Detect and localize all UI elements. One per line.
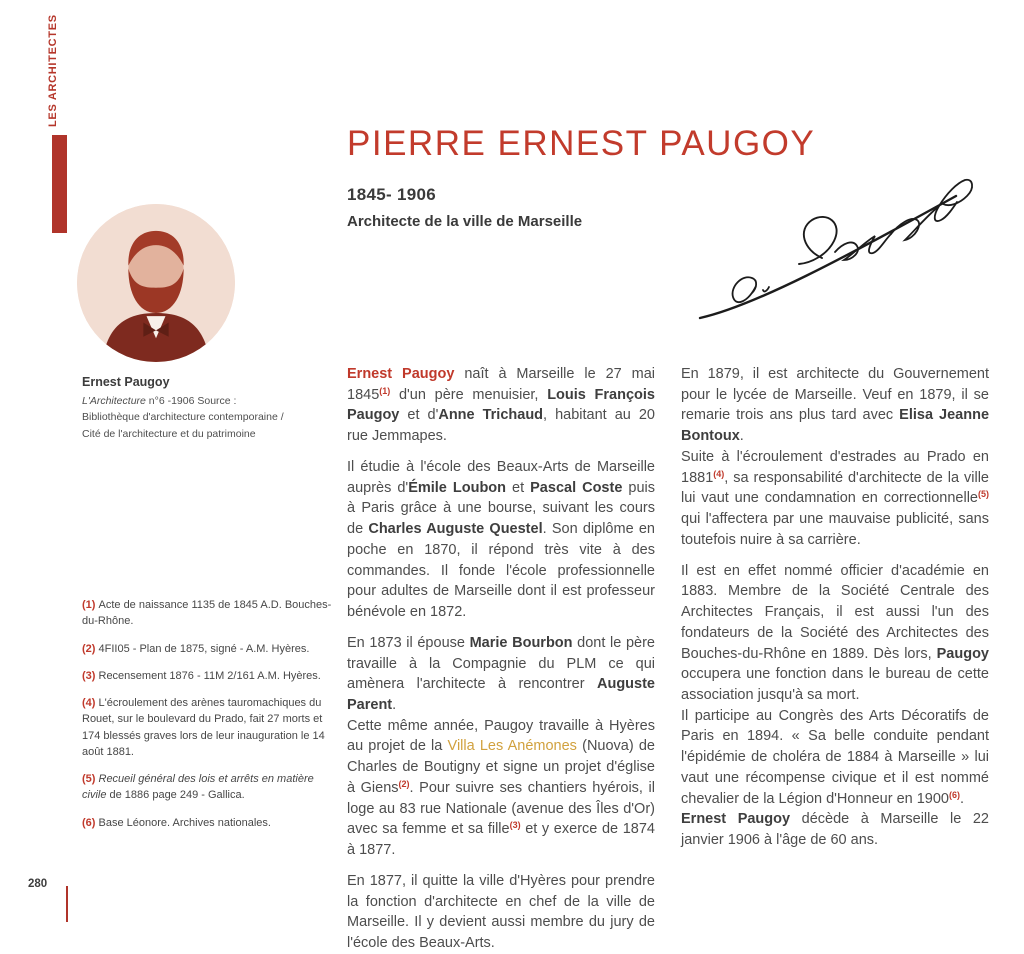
chapter-vertical-label: LES ARCHITECTES bbox=[47, 14, 59, 127]
page-title: PIERRE ERNEST PAUGOY bbox=[347, 124, 816, 163]
signature-image bbox=[694, 166, 994, 331]
portrait-caption-name: Ernest Paugoy bbox=[82, 375, 170, 389]
paragraph: Il est en effet nommé officier d'académie en 1883. Membre de la Société Centrale des Architectes Français, il est aussi l'un des fondateurs de la Société des Architectes des Bouches-du-Rhône en 1889. Dès lors, Paugoy occupera une fonction dans le bureau de cette association jusqu'à sa mort. bbox=[681, 562, 989, 704]
footer-rule bbox=[66, 886, 68, 922]
portrait-caption-source: L'Architecture n°6 -1906 Source : Bibliothèque d'architecture contemporaine / Cité de l'architecture et du patrimoine bbox=[82, 395, 284, 440]
paragraph: Ernest Paugoy naît à Marseille le 27 mai 1845$^{(1)}$ d'un père menuisier, Louis François Paugoy et d'Anne Trichaud, habitant au 20 rue Jemmapes. bbox=[347, 366, 655, 445]
signature-strokes bbox=[694, 166, 994, 331]
portrait-illustration bbox=[77, 204, 235, 362]
chapter-red-bar bbox=[52, 135, 67, 233]
paragraph: Ernest Paugoy décède à Marseille le 22 janvier 1906 à l'âge de 60 ans. bbox=[681, 811, 989, 849]
portrait-photo bbox=[77, 204, 235, 362]
footnote-6: (6) Base Léonore. Archives nationales. bbox=[82, 816, 271, 829]
footnote-1: (1) Acte de naissance 1135 de 1845 A.D. Bouches-du-Rhône. bbox=[82, 599, 332, 628]
portrait-caption bbox=[82, 375, 287, 442]
profession-subtitle: Architecte de la ville de Marseille bbox=[347, 213, 583, 230]
paragraph: En 1877, il quitte la ville d'Hyères pour prendre la fonction d'architecte en chef de la ville de Marseille. Il y devient aussi membre du jury de l'école des Beaux-Arts. bbox=[347, 872, 655, 952]
footnotes-list bbox=[82, 597, 336, 842]
body-column-2 bbox=[681, 364, 989, 954]
footnote-5: (5) Recueil général des lois et arrêts en matière civile de 1886 page 249 - Gallica. bbox=[82, 773, 314, 802]
paragraph: Il participe au Congrès des Arts Décoratifs de Paris en 1894. « Sa belle conduite pendant l'épidémie de choléra de 1884 à Marseille » lui vaut une récompense civique et il est nommé chevalier de la Légion d'Honneur en 1900$^{(6)}$. bbox=[681, 707, 989, 807]
paragraph: Cette même année, Paugoy travaille à Hyères au projet de la Villa Les Anémones (Nuova) de Charles de Boutigny et signe un projet d'église à Giens$^{(2)}$. Pour suivre ses chantiers hyérois, il loge au 83 rue Nationale (avenue des Îles d'Or) avec sa femme et sa fille$^{(3)}$ et y exerce de 1874 à 1877. bbox=[347, 717, 655, 859]
body-text bbox=[347, 364, 989, 954]
body-column-1 bbox=[347, 364, 655, 954]
life-dates: 1845- 1906 bbox=[347, 185, 437, 204]
footnote-4: (4) L'écroulement des arènes tauromachiques du Rouet, sur le boulevard du Prado, fait 27 morts et 174 blessés graves lors de leur inauguration le 14 août 1881. bbox=[82, 697, 325, 758]
footnote-2: (2) 4FII05 - Plan de 1875, signé - A.M. Hyères. bbox=[82, 642, 310, 655]
paragraph: En 1879, il est architecte du Gouvernement pour le lycée de Marseille. Veuf en 1879, il se remarie trois ans plus tard avec Elisa Jeanne Bontoux. bbox=[681, 366, 990, 445]
paragraph: En 1873 il épouse Marie Bourbon dont le père travaille à la Compagnie du PLM ce qui amènera l'architecte à rencontrer Auguste Parent. bbox=[347, 634, 655, 714]
footnote-3: (3) Recensement 1876 - 11M 2/161 A.M. Hyères. bbox=[82, 669, 321, 682]
paragraph: Suite à l'écroulement d'estrades au Prado en 1881$^{(4)}$, sa responsabilité d'architecte de la ville lui vaut une condamnation en correctionnelle$^{(5)}$ qui l'affectera par une mauvaise publicité, sans toutefois nuire à sa carrière. bbox=[681, 448, 989, 548]
paragraph: Il étudie à l'école des Beaux-Arts de Marseille auprès d'Émile Loubon et Pascal Coste puis à Paris grâce à une bourse, suivant les cours de Charles Auguste Questel. Son diplôme en poche en 1870, il répond très vite à des commandes. Il fonde l'école professionnelle pour adultes de Marseille dont il est professeur bénévole en 1872. bbox=[347, 458, 655, 621]
page-number: 280 bbox=[28, 878, 48, 890]
